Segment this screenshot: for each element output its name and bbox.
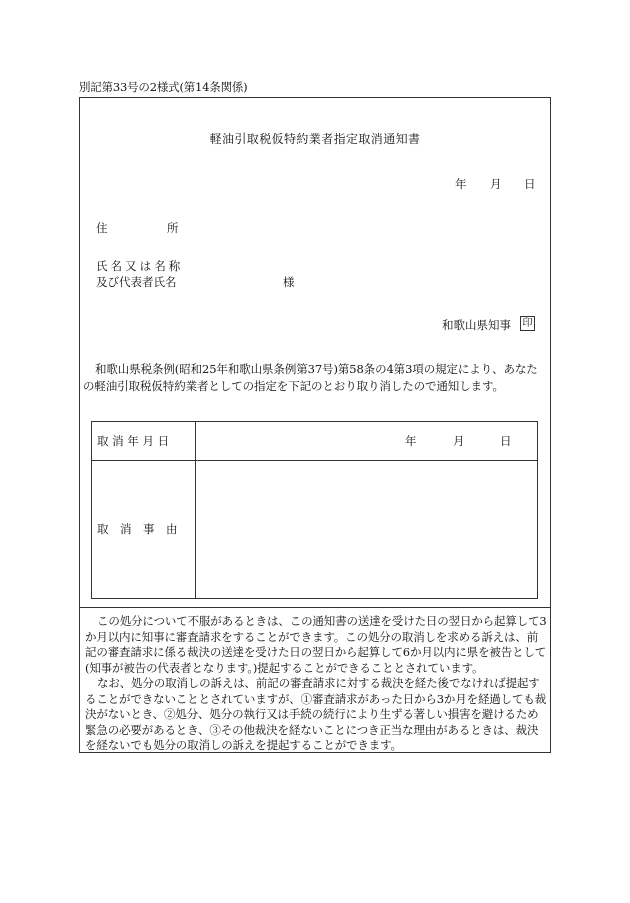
notice-paragraph-1: この処分について不服があるときは、この通知書の送達を受けた日の翌日から起算して3か月以内に知事に審査請求をすることができます。この処分の取消しを求める訴えは、前記の審査請求に係る裁決の送達を受けた日の翌日から起算して6か月以内に県を被告として(知事が被告の代表者となります。)提起することができることとされています。 (85, 614, 547, 675)
table-column-divider (195, 421, 196, 599)
address-label-1: 住 (96, 221, 108, 235)
cancellation-date-year: 年 (405, 434, 417, 448)
name-label-line-1: 氏 名 又 は 名 称 (96, 259, 180, 273)
cancellation-reason-label: 取 消 事 由 (97, 522, 178, 536)
name-label-line-2: 及び代表者氏名 (96, 275, 177, 289)
header-date-year: 年 (455, 177, 467, 191)
cancellation-date-day: 日 (500, 434, 512, 448)
body-paragraph: 和歌山県税条例(昭和25年和歌山県条例第37号)第58条の4第3項の規定により、あなたの軽油引取税仮特約業者としての指定を下記のとおり取り消したので通知します。 (83, 362, 538, 393)
table-row-divider (91, 460, 538, 461)
header-date-day: 日 (524, 177, 536, 191)
cancellation-date-month: 月 (453, 434, 465, 448)
cancellation-date-label: 取 消 年 月 日 (97, 434, 170, 448)
notice-paragraph-2: なお、処分の取消しの訴えは、前記の審査請求に対する裁決を経た後でなければ提起することができないこととされていますが、①審査請求があった日から3か月を経過しても裁決がないとき、②処分、処分の執行又は手続の続行により生ずる著しい損害を避けるため緊急の必要があるとき、③その他裁決を経ないことにつき正当な理由があるときは、裁決を経ないでも処分の取消しの訴えを提起することができます。 (85, 676, 547, 752)
address-label-2: 所 (167, 221, 179, 235)
honorific-sama: 様 (283, 275, 295, 289)
issuer-governor: 和歌山県知事 (442, 318, 511, 332)
notice-divider (79, 607, 551, 608)
header-date-month: 月 (490, 177, 502, 191)
seal-box: 印 (520, 316, 535, 331)
document-title: 軽油引取税仮特約業者指定取消通知書 (209, 132, 421, 146)
form-number-label: 別記第33号の2様式(第14条関係) (79, 80, 248, 94)
appeal-notice (85, 614, 547, 754)
